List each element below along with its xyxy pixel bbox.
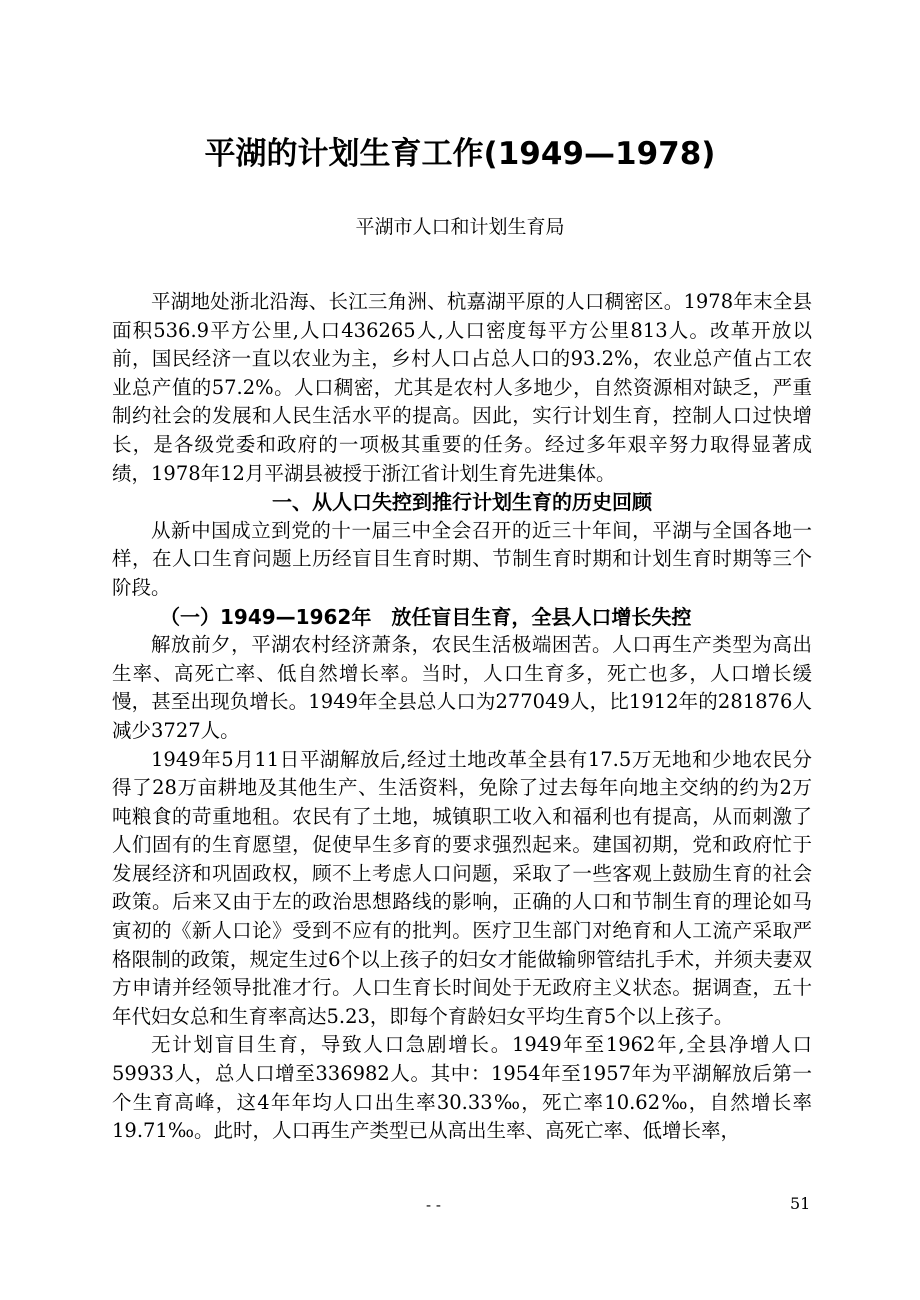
document-title: 平湖的计划生育工作(1949—1978) <box>204 136 716 172</box>
document-body <box>112 288 812 1146</box>
section-heading: 一、从人口失控到推行计划生育的历史回顾 <box>272 490 652 515</box>
body-paragraph: 无计划盲目生育，导致人口急剧增长。1949年至1962年,全县净增人口59933人，总人口增至336982人。其中：1954年至1957年为平湖解放后第一个生育高峰，这4年年均人口出生率30.33‰，死亡率10.62‰，自然增长率19.71‰。此时，人口再生产类型已从高出生率、高死亡率、低增长率， <box>112 1033 812 1143</box>
section-paragraph: 从新中国成立到党的十一届三中全会召开的近三十年间，平湖与全国各地一样，在人口生育问题上历经盲目生育时期、节制生育时期和计划生育时期等三个阶段。 <box>112 518 812 599</box>
body-paragraph: 1949年5月11日平湖解放后,经过土地改革全县有17.5万无地和少地农民分得了28万亩耕地及其他生产、生活资料，免除了过去每年向地主交纳的约为2万吨粮食的苛重地租。农民有了土地，城镇职工收入和福利也有提高，从而刺激了人们固有的生育愿望，促使早生多育的要求强烈起来。建国初期，党和政府忙于发展经济和巩固政权，顾不上考虑人口问题，采取了一些客观上鼓励生育的社会政策。后来又由于左的政治思想路线的影响，正确的人口和节制生育的理论如马寅初的《新人口论》受到不应有的批判。医疗卫生部门对绝育和人工流产采取严格限制的政策，规定生过6个以上孩子的妇女才能做输卵管结扎手术，并须夫妻双方申请并经领导批准才行。人口生育长时间处于无政府主义状态。据调查，五十年代妇女总和生育率高达5.23，即每个育龄妇女平均生育5个以上孩子。 <box>112 747 812 1028</box>
author-line: 平湖市人口和计划生育局 <box>355 216 565 238</box>
subsection-heading: （一）1949—1962年 放任盲目生育，全县人口增长失控 <box>160 604 692 629</box>
body-paragraph: 解放前夕，平湖农村经济萧条，农民生活极端困苦。人口再生产类型为高出生率、高死亡率、低自然增长率。当时，人口生育多，死亡也多，人口增长缓慢，甚至出现负增长。1949年全县总人口为277049人，比1912年的281876人减少3727人。 <box>112 633 812 742</box>
page-number: 51 <box>790 1194 811 1213</box>
intro-paragraph: 平湖地处浙北沿海、长江三角洲、杭嘉湖平原的人口稠密区。1978年末全县面积536.9平方公里,人口436265人,人口密度每平方公里813人。改革开放以前，国民经济一直以农业为主，乡村人口占总人口的93.2%，农业总产值占工农业总产值的57.2%。人口稠密，尤其是农村人多地少，自然资源相对缺乏，严重制约社会的发展和人民生活水平的提高。因此，实行计划生育，控制人口过快增长，是各级党委和政府的一项极其重要的任务。经过多年艰辛努力取得显著成绩，1978年12月平湖县被授于浙江省计划生育先进集体。 <box>112 290 812 485</box>
footer-dash: - - <box>426 1196 441 1214</box>
